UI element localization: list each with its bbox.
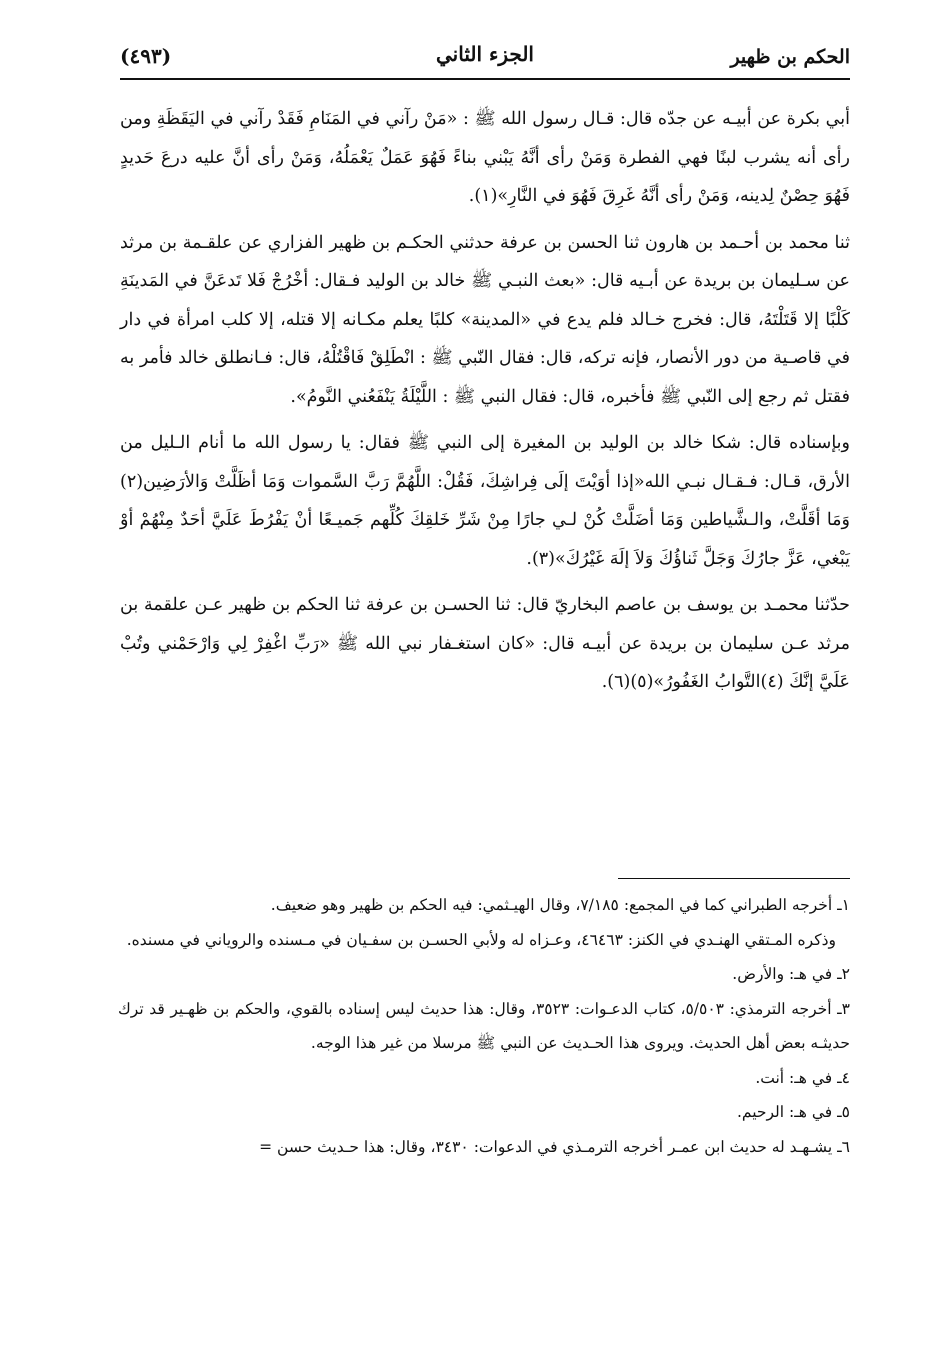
part-title: الجزء الثاني xyxy=(436,42,534,66)
footnotes xyxy=(118,888,850,1164)
footnote: ٥ـ في هـ: الرحيم. xyxy=(737,1103,850,1121)
header-divider xyxy=(120,78,850,80)
footnote: ٢ـ في هـ: والأرض. xyxy=(732,965,850,983)
footnote: ٤ـ في هـ: أنت. xyxy=(755,1068,850,1087)
paragraph: وبإسناده قال: شكا خالد بن الوليد بن المغيرة إلى النبي ﷺ فقال: يا رسول الله ما أنام الـليل من الأرق، قـال: فـقـال نبـي الله«إذا أوَيْتَ إلَى فِراشِكَ، فَقُلْ: اللَّهُمَّ رَبَّ السَّموات وَمَا أظَلَّتْ وَالأرَضِين(٢) وَمَا أقَلَّتْ، والـشَّياطين وَمَا أضَلَّتْ كُنْ لـي جارًا مِنْ شَرِّ خَلقِكَ كُلِّهم جَميـعًا أنْ يَفْرُطَ عَلَيَّ أحَدٌ مِنْهُمْ أوْ يَبْغي، عَزَّ جارُكَ وَجَلَّ ثَناؤُكَ وَلاَ إلَهَ غَيْرُكَ»(٣). xyxy=(120,433,850,569)
page-header xyxy=(120,40,850,76)
footnote: ١ـ أخرجه الطبراني كما في المجمع: ٧/١٨٥، وقال الهيـثمي: فيه الحكم بن ظهير وهو ضعيف. xyxy=(270,896,850,914)
paragraph: حدّثنا محمـد بن يوسف بن عاصم البخاريّ قال: ثنا الحسـن بن عرفة ثنا الحكم بن ظهير عـن علقمة بن مرثد عـن سليمان بن بريدة عن أبيـه قال: «كان استغـفار نبي الله ﷺ «رَبِّ اغْفِرْ لِي وَارْحَمْني وتُبْ عَلَيَّ إنَّكَ (٤)التَّوابُ الغَفُورُ»(٥)(٦). xyxy=(120,595,850,692)
footnote: وذكره المـتقي الهنـدي في الكنز: ٤٦٤٦٣، وعـزاه له ولأبي الحسـن بن سفـيان في مـسنده والروياني في مسنده. xyxy=(126,930,836,949)
running-title: الحكم بن ظهير xyxy=(730,46,850,68)
footnote-divider xyxy=(618,878,850,879)
footnote: ٣ـ أخرجه الترمذي: ٥/٥٠٣، كتاب الدعـوات: ٣٥٢٣، وقال: هذا حديث ليس إسناده بالقوي، والحكم بن ظهـير قد ترك حديثـه بعض أهل الحديث. ويروى هذا الحـديث عن النبي ﷺ مرسلا من غير هذا الوجه. xyxy=(118,999,850,1052)
main-text xyxy=(120,100,850,710)
footnote: ٦ـ يشـهـد له حديث ابن عمـر أخرجه الترمـذي في الدعوات: ٣٤٣٠، وقال: هذا حـديث حسن = xyxy=(259,1137,850,1156)
page-number: (٤٩٣) xyxy=(120,44,172,68)
paragraph: أبي بكرة عن أبيـه عن جدّه قال: قـال رسول الله ﷺ : «مَنْ رآني في المَنَامِ فَقَدْ رآني في اليَقَظَةِ ومن رأى أنه يشرب لبنًا فهي الفطرة وَمَنْ رأى أنَّهُ يَبْني بناءً فَهُوَ عَمَلٌ يَعْمَلُهُ، وَمَنْ رأى أنَّ عليه درعَ حَديدٍ فَهُوَ حِصْنٌ لِدينه، وَمَنْ رأى أنَّهُ غَرِقَ فَهُوَ في النَّارِ»(١). xyxy=(120,109,850,206)
paragraph: ثنا محمد بن أحـمد بن هارون ثنا الحسن بن عرفة حدثني الحكـم بن ظهير الفزاري عن علقـمة بن مرثد عن سـليمان بن بريدة عن أبـيه قال: «بعث النبـي ﷺ خالد بن الوليد فـقال: أخْرُجْ فَلا تَدعَنَّ في المَدينَةِ كَلْبًا إلا قَتَلْتَهُ، قال: فخرج خـالد فلم يدع في «المدينة» كلبًا يعلم مكـانه إلا قتله، إلا كلب امرأة في دار في قاصـية من دور الأنصار، فإنه تركه، قال: فقال النّبي ﷺ : انْطَلِقْ فَاقْتُلْهُ، قال: فـانطلق خالد فأمر به فقتل ثم رجع إلى النّبي ﷺ فأخبره، قال: فقال النبي ﷺ : اللَّيْلَةُ يَنْفَعُني النَّومُ». xyxy=(120,232,850,407)
